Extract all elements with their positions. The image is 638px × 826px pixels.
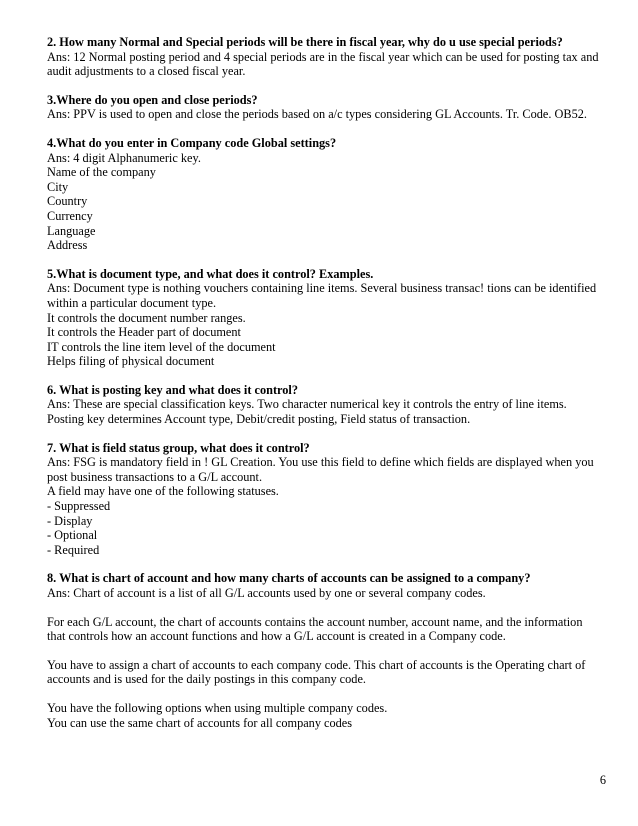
body-line: accounts and is used for the daily postings in this company code.	[47, 672, 366, 687]
answer-line: Ans: Document type is nothing vouchers containing line items. Several business transac! tions can be identified	[47, 281, 597, 296]
answer-line: It controls the Header part of document	[47, 325, 241, 340]
body-paragraph	[47, 701, 622, 730]
body-paragraph	[47, 615, 622, 644]
answer-line: IT controls the line item level of the document	[47, 339, 276, 354]
answer-line: A field may have one of the following statuses.	[47, 484, 279, 499]
question-heading: 7. What is field status group, what does it control?	[47, 440, 310, 455]
question-block-7	[47, 441, 622, 558]
body-paragraph	[47, 658, 622, 687]
question-heading: 8. What is chart of account and how many charts of accounts can be assigned to a company?	[47, 571, 531, 586]
body-line: For each G/L account, the chart of accounts contains the account number, account name, and the information	[47, 614, 583, 629]
body-line: You have to assign a chart of accounts to each company code. This chart of accounts is the Operating chart of	[47, 657, 586, 672]
answer-line: Ans: PPV is used to open and close the periods based on a/c types considering GL Accounts. Tr. Code. OB52.	[47, 107, 587, 122]
question-heading: 2. How many Normal and Special periods will be there in fiscal year, why do u use special periods?	[47, 35, 563, 49]
answer-line: - Optional	[47, 528, 98, 543]
answer-line: It controls the document number ranges.	[47, 310, 246, 325]
answer-line: Language	[47, 223, 96, 238]
question-heading: 3.Where do you open and close periods?	[47, 92, 258, 107]
body-line: You can use the same chart of accounts for all company codes	[47, 715, 353, 730]
answer-line: Posting key determines Account type, Debit/credit posting, Field status of transaction.	[47, 412, 471, 427]
question-heading: 4.What do you enter in Company code Global settings?	[47, 135, 337, 150]
answer-line: City	[47, 179, 69, 194]
body-line: that controls how an account functions and how a G/L account is created in a Company code.	[47, 629, 506, 644]
answer-line: Ans: 12 Normal posting period and 4 special periods are in the fiscal year which can be used for posting tax and	[47, 49, 599, 64]
answer-line: Ans: These are special classification keys. Two character numerical key it controls the entry of line items.	[47, 397, 567, 412]
answer-line: Currency	[47, 208, 93, 223]
answer-line: Country	[47, 194, 88, 209]
answer-line: audit adjustments to a closed fiscal year.	[47, 64, 246, 79]
answer-line: post business transactions to a G/L account.	[47, 469, 263, 484]
question-block-3	[47, 93, 622, 122]
answer-line: within a particular document type.	[47, 295, 217, 310]
question-heading: 5.What is document type, and what does it control? Examples.	[47, 266, 374, 281]
document-page	[47, 35, 622, 744]
question-heading: 6. What is posting key and what does it control?	[47, 382, 298, 397]
question-block-6	[47, 383, 622, 427]
answer-line: Name of the company	[47, 165, 156, 180]
question-block-4	[47, 136, 622, 253]
question-block-5	[47, 267, 622, 369]
answer-line: Address	[47, 238, 88, 253]
answer-line: Helps filing of physical document	[47, 354, 215, 369]
body-line: You have the following options when using multiple company codes.	[47, 700, 388, 715]
answer-line: - Required	[47, 542, 100, 557]
question-block-2	[47, 35, 622, 79]
page-number: 6	[599, 773, 606, 787]
answer-line: - Display	[47, 513, 93, 528]
answer-line: Ans: FSG is mandatory field in ! GL Creation. You use this field to define which fields are displayed when you	[47, 455, 594, 470]
answer-line: Ans: Chart of account is a list of all G/L accounts used by one or several company codes.	[47, 586, 486, 600]
question-block-8	[47, 571, 622, 600]
answer-line: Ans: 4 digit Alphanumeric key.	[47, 150, 201, 165]
answer-line: - Suppressed	[47, 499, 111, 514]
